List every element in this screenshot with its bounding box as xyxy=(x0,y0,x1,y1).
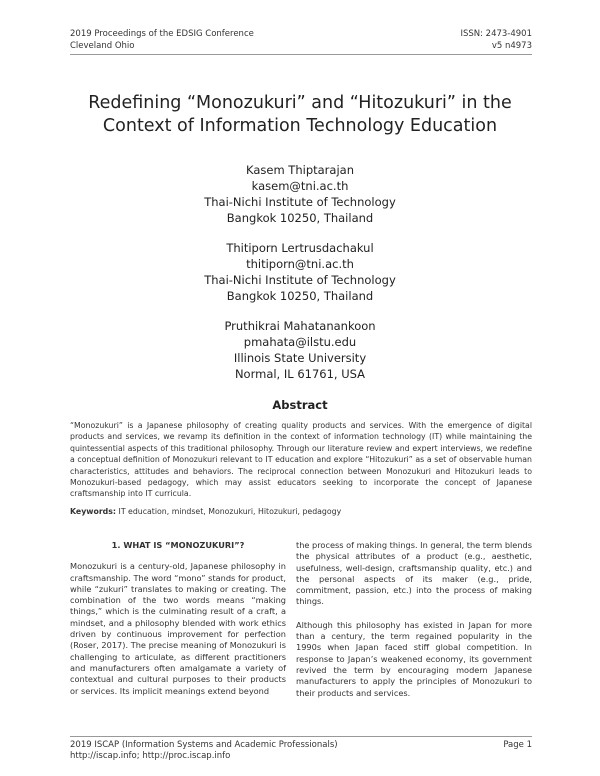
conference-location: Cleveland Ohio xyxy=(70,41,135,51)
author-email: kasem@tni.ac.th xyxy=(251,179,349,193)
page-number: Page 1 xyxy=(503,740,532,750)
header-divider xyxy=(70,54,532,55)
author-name: Thitiporn Lertrusdachakul xyxy=(226,241,374,255)
left-column xyxy=(70,540,286,709)
author-email: thitiporn@tni.ac.th xyxy=(246,257,354,271)
body-paragraph: Monozukuri is a century-old, Japanese philosophy in craftsmanship. The word “mono” stands for product, while “zukuri” translates to making or creating. The combination of the two words means “making things,” which is the culminating result of a craft, a mindset, and a philosophy blended with work ethics driven by continuous improvement for perfection (Roser, 2017). The precise meaning of Monozukuri is challenging to articulate, as different practitioners and manufacturers often amalgamate a variety of contextual and cultural purposes to their products or services. Its implicit meanings extend beyond xyxy=(70,561,286,696)
author-institution: Thai-Nichi Institute of Technology xyxy=(204,195,396,209)
running-header-left xyxy=(70,28,254,52)
footer-publisher: 2019 ISCAP (Information Systems and Academic Professionals) xyxy=(70,740,338,750)
section-heading: 1. WHAT IS “MONOZUKURI”? xyxy=(111,540,245,550)
paper-title: Redefining “Monozukuri” and “Hitozukuri” in the Context of Information Technology Education xyxy=(88,93,512,136)
keywords-text: IT education, mindset, Monozukuri, Hitozukuri, pedagogy xyxy=(118,507,342,516)
author-address: Bangkok 10250, Thailand xyxy=(226,289,374,303)
running-header-right xyxy=(460,28,532,52)
author-email: pmahata@ilstu.edu xyxy=(243,335,357,349)
author-block xyxy=(0,162,600,396)
author-institution: Thai-Nichi Institute of Technology xyxy=(204,273,396,287)
footer-divider xyxy=(70,736,532,737)
author-3 xyxy=(0,318,600,382)
author-1 xyxy=(0,162,600,226)
issn: ISSN: 2473-4901 xyxy=(460,29,532,39)
body-paragraph: the process of making things. In general, the term blends the physical attributes of a product (e.g., aesthetic, usefulness, well-design, craftsmanship quality, etc.) and the personal aspects of its maker (e.g., pride, commitment, passion, etc.) into the process of making things. xyxy=(296,540,532,607)
author-name: Kasem Thiptarajan xyxy=(246,163,354,177)
abstract-text: “Monozukuri” is a Japanese philosophy of creating quality products and services. With the emergence of digital products and services, we revamp its definition in the context of information technology (IT) while maintaining the quintessential aspects of this traditional philosophy. Through our literature review and expert interviews, we redefine a conceptual definition of Monozukuri relevant to IT education and explore “Hitozukuri” as a set of observable human characteristics, attitudes and behaviors. The reciprocal connection between Monozukuri and Hitozukuri leads to Monozukuri-based pedagogy, which may assist educators seeking to incorporate the concept of Japanese craftsmanship into IT curricula. xyxy=(70,421,532,499)
author-institution: Illinois State University xyxy=(233,351,367,365)
body-paragraph: Although this philosophy has existed in Japan for more than a century, the term regained popularity in the 1990s when Japan faced stiff global competition. In response to Japan’s weakened economy, its government revived the term by encouraging modern Japanese manufacturers to apply the principles of Monozukuri to their products and services. xyxy=(296,619,532,698)
author-2 xyxy=(0,240,600,304)
footer-left xyxy=(70,740,338,762)
keywords-label: Keywords: xyxy=(70,507,117,516)
author-address: Bangkok 10250, Thailand xyxy=(226,211,374,225)
volume-number: v5 n4973 xyxy=(491,41,532,51)
keywords-line xyxy=(70,506,532,517)
abstract-heading: Abstract xyxy=(272,398,328,412)
conference-name: 2019 Proceedings of the EDSIG Conference xyxy=(70,29,254,39)
author-address: Normal, IL 61761, USA xyxy=(234,367,366,381)
author-name: Pruthikrai Mahatanankoon xyxy=(224,319,376,333)
footer-links: http://iscap.info; http://proc.iscap.info xyxy=(70,751,231,761)
right-column xyxy=(296,540,532,711)
